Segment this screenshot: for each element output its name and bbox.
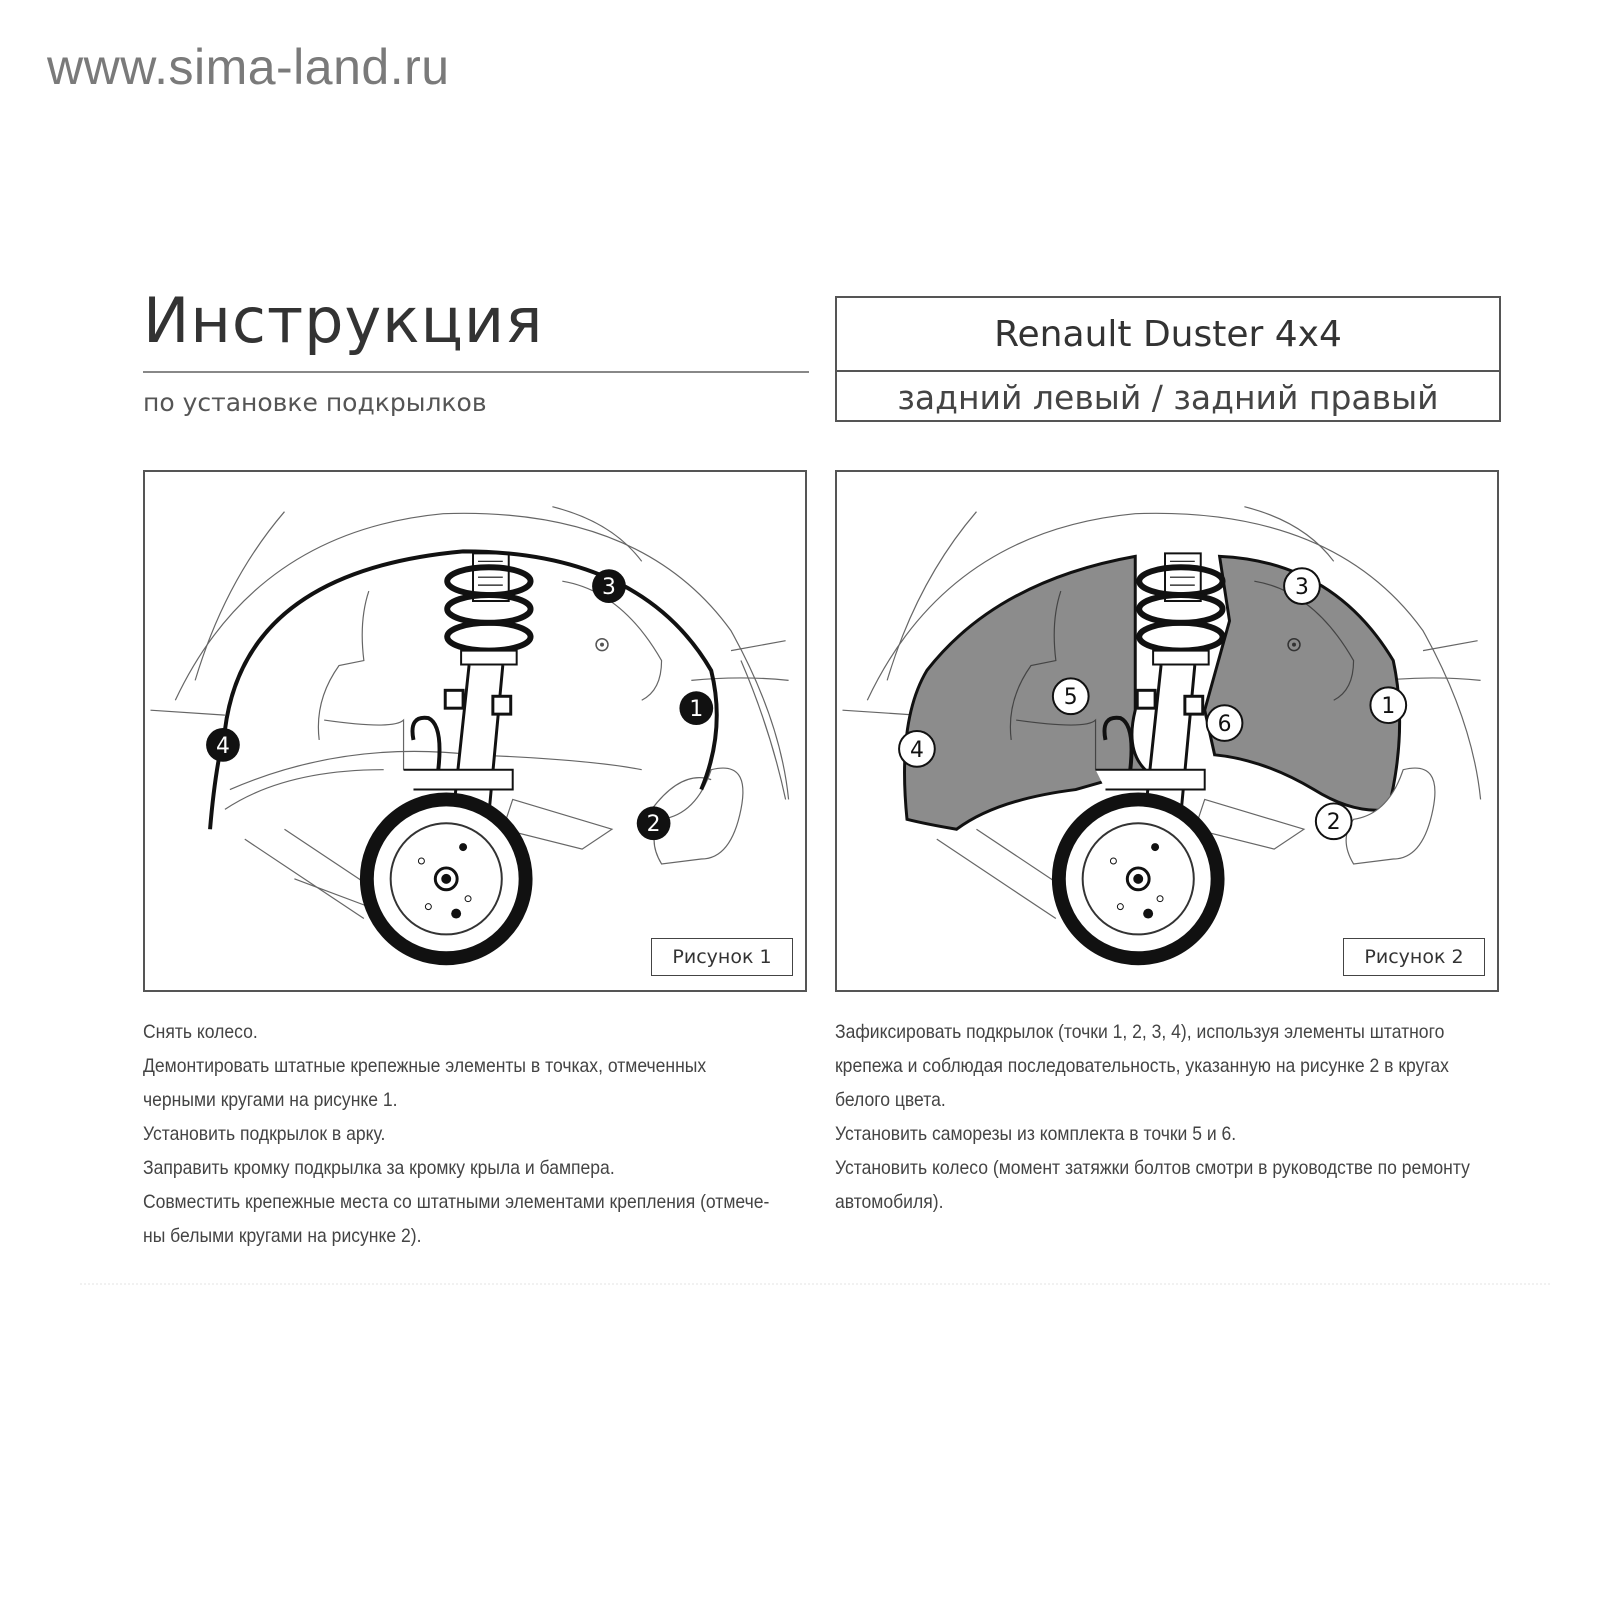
instruction-line: Установить саморезы из комплекта в точки 5 и 6. (835, 1123, 1237, 1145)
svg-text:1: 1 (1381, 694, 1396, 720)
svg-text:3: 3 (1295, 575, 1309, 601)
instruction-line: Заправить кромку подкрылка за кромку крыла и бампера. (143, 1157, 615, 1179)
instruction-line: Установить подкрылок в арку. (143, 1123, 386, 1145)
instruction-line: Совместить крепежные места со штатными элементами крепления (отмече- (143, 1191, 770, 1213)
marker-2 (637, 806, 671, 840)
instruction-line: крепежа и соблюдая последовательность, указанную на рисунке 2 в кругах (835, 1055, 1449, 1077)
marker-2 (1316, 803, 1352, 839)
fender-position: задний левый / задний правый (897, 377, 1439, 417)
figure-2-caption: Рисунок 2 (1343, 938, 1485, 976)
marker-6 (1207, 705, 1243, 741)
instruction-line: Установить колесо (момент затяжки болтов смотри в руководстве по ремонту (835, 1157, 1470, 1179)
svg-text:3: 3 (602, 575, 616, 601)
instruction-line: автомобиля). (835, 1191, 944, 1213)
figure-2 (835, 470, 1499, 992)
figure-1-caption: Рисунок 1 (651, 938, 793, 976)
instructions-right (835, 1015, 1492, 1219)
title-divider (143, 371, 809, 373)
svg-text:4: 4 (909, 737, 924, 763)
marker-1 (1370, 687, 1406, 723)
instruction-line: белого цвета. (835, 1089, 946, 1111)
page-subtitle: по установке подкрылков (143, 388, 487, 417)
watermark-url: www.sima-land.ru (47, 39, 450, 95)
marker-4 (899, 731, 935, 767)
marker-3 (592, 569, 626, 603)
svg-text:4: 4 (216, 733, 230, 759)
figure-1 (143, 470, 807, 992)
page-title: Инструкция (143, 284, 544, 357)
wheel-arch-illustration-2 (837, 472, 1497, 990)
marker-1 (679, 691, 713, 725)
instruction-line: черными кругами на рисунке 1. (143, 1089, 398, 1111)
instructions-left (143, 1015, 791, 1253)
svg-text:6: 6 (1217, 712, 1232, 737)
model-info-box (835, 296, 1501, 422)
instruction-line: Зафиксировать подкрылок (точки 1, 2, 3, 4), используя элементы штатного (835, 1021, 1445, 1043)
marker-3 (1284, 568, 1320, 604)
marker-4 (206, 728, 240, 762)
svg-text:2: 2 (1326, 810, 1341, 836)
instruction-line: Демонтировать штатные крепежные элементы в точках, отмеченных (143, 1055, 707, 1077)
svg-text:5: 5 (1063, 685, 1078, 711)
svg-text:2: 2 (646, 812, 661, 838)
marker-5 (1053, 678, 1089, 714)
instruction-line: ны белыми кругами на рисунке 2). (143, 1225, 422, 1247)
car-model-name: Renault Duster 4x4 (837, 298, 1499, 372)
wheel-arch-illustration-1 (145, 472, 805, 990)
page-separator (80, 1283, 1550, 1285)
svg-text:1: 1 (689, 697, 704, 723)
instruction-line: Снять колесо. (143, 1021, 258, 1043)
